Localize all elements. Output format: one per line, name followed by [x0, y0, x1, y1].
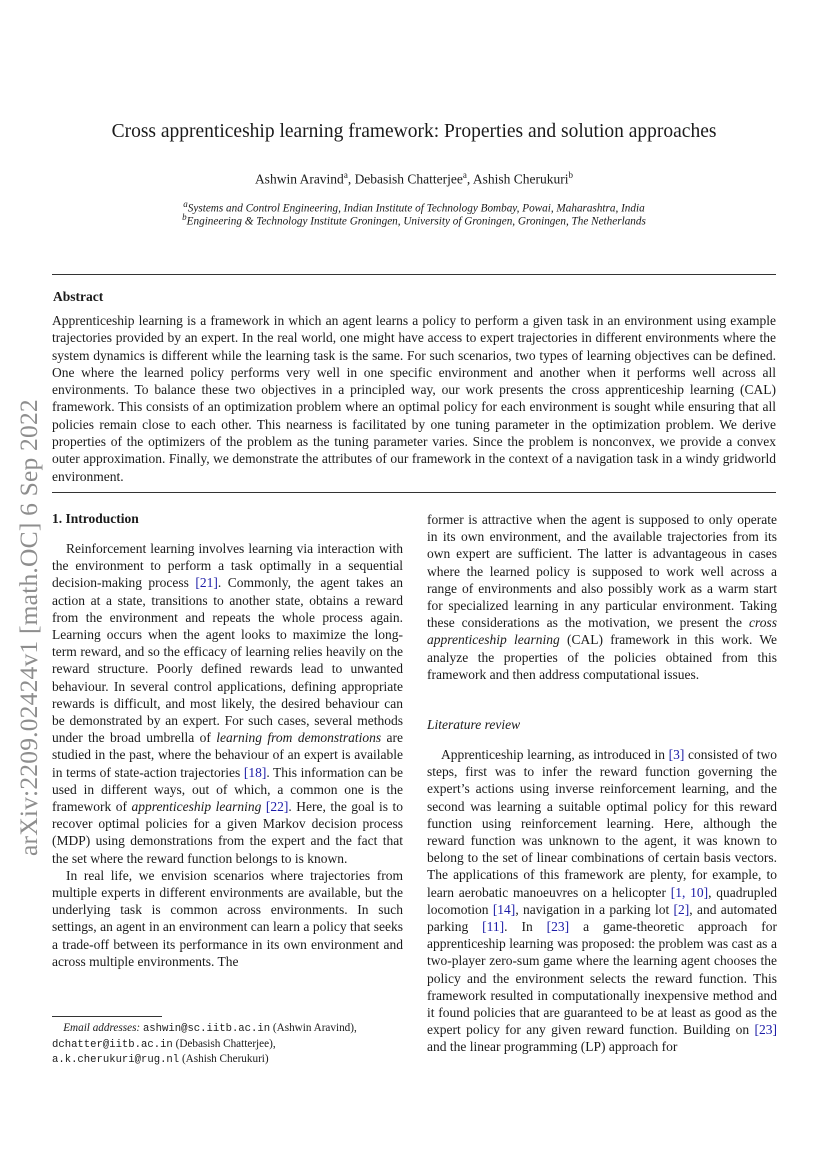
citation-link[interactable]: [18] — [243, 764, 267, 780]
author-list: Ashwin Aravind$^a$, Debasish Chatterjee$^a$, Ashish Cherukuri$^b$ — [254, 170, 574, 187]
citation-link[interactable]: [2] — [673, 901, 690, 917]
citation-link[interactable]: [23] — [546, 919, 570, 935]
abstract-text: Apprenticeship learning is a framework in which an agent learns a policy to perform a given task in an environment using example trajectories provided by an expert. In the real world, one might have access to expert trajectories in different environments where the system dynamics is different while the learning task is the same. For such scenarios, two types of learning objectives can be defined. One where the learned policy performs very well in one specific environment and another when it performs well across all environments. To balance these two objectives in a principled way, our work presents the cross apprenticeship learning (CAL) framework. This consists of an optimization problem where an optimal policy for each environment is sought while ensuring that all policies remain close to each other. This nearness is facilitated by one tuning parameter in the optimization problem. We derive properties of the optimizers of the problem as the tuning parameter varies. Since the problem is nonconvex, we provide a convex outer approximation. Finally, we demonstrate the attributes of our framework in the context of a navigation task in a windy gridworld environment. — [52, 313, 776, 484]
author-name: Ashwin Aravind — [254, 171, 344, 187]
email-link[interactable]: dchatter@iitb.ac.in — [52, 1038, 173, 1051]
email-link[interactable]: a.k.cherukuri@rug.nl — [52, 1054, 180, 1067]
paper-title: Cross apprenticeship learning framework: Properties and solution approaches — [111, 121, 717, 142]
section-heading: 1. Introduction — [52, 511, 139, 526]
citation-link[interactable]: [22] — [265, 799, 289, 815]
abstract-heading: Abstract — [53, 289, 104, 304]
footnote-divider — [52, 1016, 162, 1017]
right-column — [427, 511, 777, 683]
affiliation-b: $^b$Engineering & Technology Institute Groningen, University of Groningen, Groningen, The Netherlands — [182, 212, 646, 228]
citation-link[interactable]: [11] — [482, 919, 505, 935]
author-name: Debasish Chatterjee — [354, 171, 463, 187]
footnote: Email addresses: ashwin@sc.iitb.ac.in (Ashwin Aravind), dchatter@iitb.ac.in (Debasish Chatterjee), a.k.cherukuri@rug.nl (Ashish Cherukuri) — [52, 1022, 357, 1067]
citation-link[interactable]: [21] — [195, 575, 218, 591]
left-column — [52, 540, 403, 970]
paragraph: Reinforcement learning involves learning via interaction with the environment to perform a task optimally in a sequential decision-making process [21]. Commonly, the agent takes an action at a state, transitions to another state, obtains a reward from the environment and repeats the whole process again. Learning occurs when the agent looks to maximize the long-term reward, and so the efficacy of learning relies heavily on the reward structure. Poorly defined rewards lead to unwanted behaviour. In several control applications, defining appropriate rewards is difficult, and most likely, the desired behaviour can be demonstrated by an expert. For such cases, several methods under the broad umbrella of learning from demonstrations are studied in the past, where the behaviour of an expert is available in terms of state-action trajectories [18]. This information can be used in different ways, out of which, a common one is the framework of apprenticeship learning [22]. Here, the goal is to recover optimal policies for a given Markov decision process (MDP) using demonstrations from the expert and the fact that the set where the reward function belongs to is known. — [52, 541, 404, 866]
paragraph: former is attractive when the agent is supposed to only operate in its own environment, and the available trajectories from its own expert are sufficient. The latter is advantageous in cases where the learned policy is supposed to work well across a range of environments and also possibly work as a warm start for specialized learning in any particular environment. Taking these considerations as the motivation, we present the cross apprenticeship learning (CAL) framework in this work. We analyze the properties of the policies obtained from this framework and then address computational issues. — [427, 512, 777, 682]
arxiv-identifier[interactable]: arXiv:2209.02424v1 [math.OC] 6 Sep 2022 — [14, 399, 43, 856]
paragraph: Apprenticeship learning, as introduced in [3] consisted of two steps, first was to infer the reward function governing the expert’s actions using inverse reinforcement learning, and the second was learning a suitable optimal policy for this reward function using reinforcement learning. Here, although the reward function was unknown to the agent, it was known to belong to the set of linear combinations of certain basis vectors. The applications of this framework are plenty, for example, to learn aerobatic manoeuvres on a helicopter [1, 10], quadrupled locomotion [14], navigation in a parking lot [2], and automated parking [11]. In [23] a game-theoretic approach for apprenticeship learning was proposed: the problem was cast as a two-player zero-sum game where the learning agent chooses the policy and the environment selects the reward function. This framework resulted in computationally inexpensive method and it found policies that are guaranteed to be at least as good as the expert policy for any given reward function. Building on [23] and the linear programming (LP) approach for — [427, 747, 777, 1055]
email-link[interactable]: ashwin@sc.iitb.ac.in — [142, 1023, 271, 1035]
subsection-heading: Literature review — [427, 717, 521, 732]
right-column-literature — [427, 746, 777, 1056]
citation-link[interactable]: [14] — [492, 901, 516, 917]
citation-link[interactable]: [1, 10] — [670, 884, 709, 900]
citation-link[interactable]: [23] — [754, 1022, 777, 1038]
affiliation-a: $^a$Systems and Control Engineering, Indian Institute of Technology Bombay, Powai, Maharashtra, India — [183, 199, 645, 215]
citation-link[interactable]: [3] — [668, 747, 685, 762]
author-name: Ashish Cherukuri — [472, 171, 569, 187]
paragraph: In real life, we envision scenarios where trajectories from multiple experts in different environments are available, but the underlying task is common across environments. In such settings, an agent in an environment can learn a policy that seeks a trade-off between its performance in its own environment and across multiple environments. The — [52, 867, 403, 969]
divider — [52, 492, 776, 493]
divider — [52, 274, 776, 275]
